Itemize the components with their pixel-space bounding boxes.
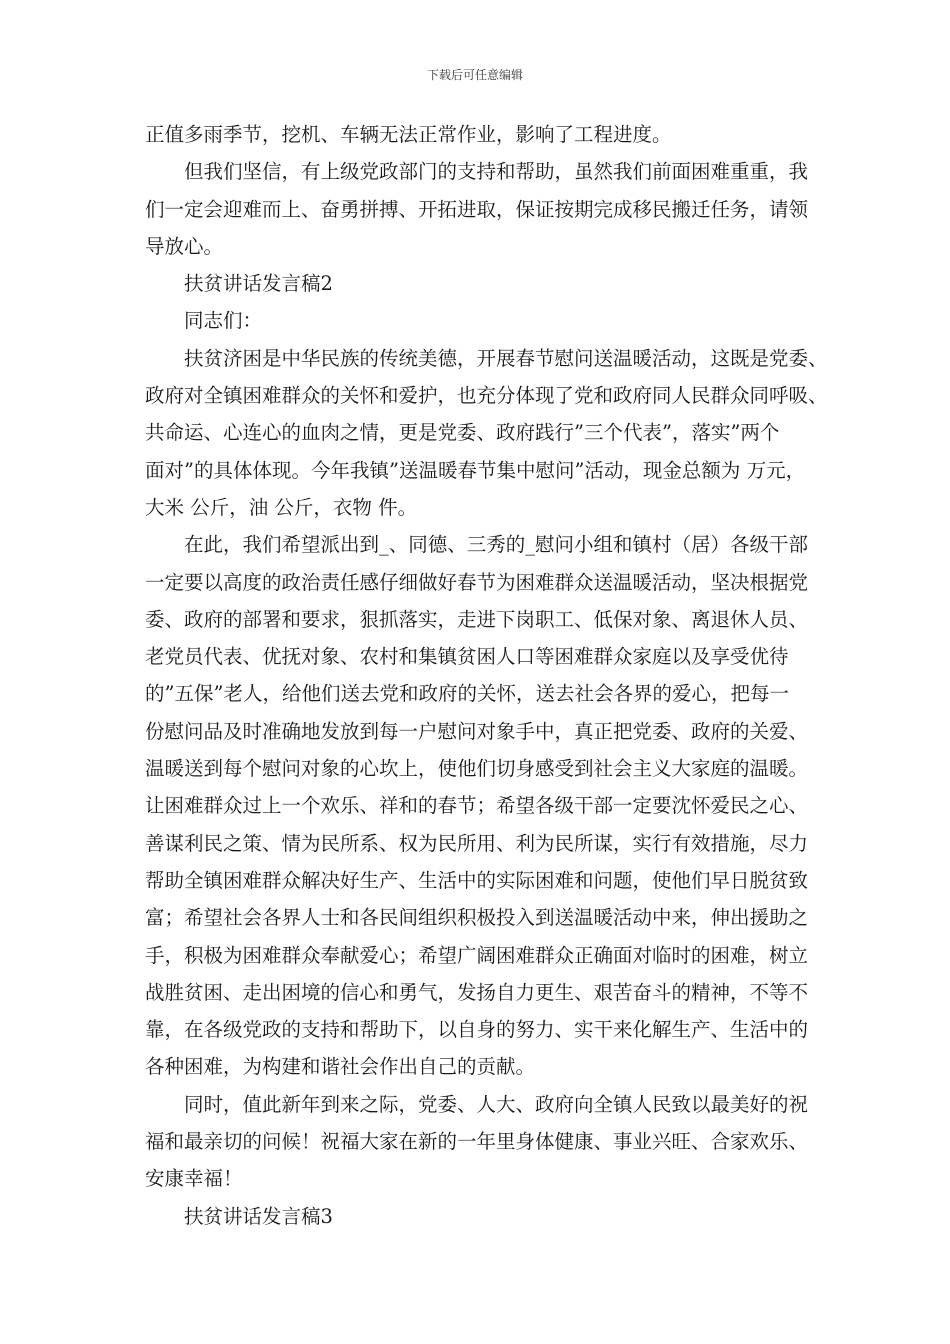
- text-line: 委、政府的部署和要求，狠抓落实，走进下岗职工、低保对象、离退休人员、: [145, 607, 809, 631]
- text-line: 面对”的具体体现。今年我镇”送温暖春节集中慰问”活动，现金总额为 万元，: [145, 458, 806, 482]
- text-line: 富；希望社会各界人士和各民间组织积极投入到送温暖活动中来，伸出援助之: [145, 906, 809, 930]
- document-body: [145, 116, 828, 1235]
- page-header: 下载后可任意编辑: [426, 68, 523, 82]
- text-line: 扶贫讲话发言稿2: [184, 272, 333, 296]
- text-line: 正值多雨季节，挖机、车辆无法正常作业，影响了工程进度。: [145, 123, 672, 146]
- text-line: 善谋利民之策、情为民所系、权为民所用、利为民所谋，实行有效措施，尽力: [145, 831, 809, 855]
- text-line: 大米 公斤，油 公斤，衣物 件。: [145, 495, 418, 519]
- text-line: 扶贫济困是中华民族的传统美德，开展春节慰问送温暖活动，这既是党委、: [184, 346, 828, 370]
- text-line: 的”五保”老人，给他们送去党和政府的关怀，送去社会各界的爱心，把每一: [145, 682, 789, 706]
- text-line: 手，积极为困难群众奉献爱心；希望广阔困难群众正确面对临时的困难，树立: [145, 943, 809, 967]
- text-line: 福和最亲切的问候！祝福大家在新的一年里身体健康、事业兴旺、合家欢乐、: [145, 1130, 809, 1154]
- text-line: 导放心。: [145, 234, 224, 258]
- text-line: 老党员代表、优抚对象、农村和集镇贫困人口等困难群众家庭以及享受优待: [145, 645, 789, 669]
- text-line: 份慰问品及时准确地发放到每一户慰问对象手中，真正把党委、政府的关爱、: [145, 719, 809, 743]
- text-line: 让困难群众过上一个欢乐、祥和的春节；希望各级干部一定要沈怀爱民之心、: [145, 794, 809, 818]
- text-line: 们一定会迎难而上、奋勇拼搏、开拓进取，保证按期完成移民搬迁任务，请领: [145, 197, 809, 221]
- text-line: 同时，值此新年到来之际，党委、人大、政府向全镇人民致以最美好的祝: [184, 1092, 809, 1116]
- text-line: 扶贫讲话发言稿3: [184, 1204, 333, 1228]
- text-line: 安康幸福！: [145, 1167, 243, 1191]
- text-line: 帮助全镇困难群众解决好生产、生活中的实际困难和问题，使他们早日脱贫致: [145, 868, 809, 892]
- text-line: 但我们坚信，有上级党政部门的支持和帮助，虽然我们前面困难重重，我: [184, 160, 809, 184]
- text-line: 共命运、心连心的血肉之情，更是党委、政府践行”三个代表”，落实”两个: [145, 421, 780, 445]
- text-line: 战胜贫困、走出困境的信心和勇气，发扬自力更生、艰苦奋斗的精神，不等不: [145, 980, 809, 1004]
- text-line: 政府对全镇困难群众的关怀和爱护，也充分体现了党和政府同人民群众同呼吸、: [145, 384, 828, 408]
- text-line: 一定要以高度的政治责任感仔细做好春节为困难群众送温暖活动，坚决根据党: [145, 570, 809, 594]
- text-line: 同志们：: [184, 309, 263, 333]
- text-line: 各种困难，为构建和谐社会作出自己的贡献。: [145, 1055, 536, 1079]
- text-line: 靠，在各级党政的支持和帮助下，以自身的努力、实干来化解生产、生活中的: [145, 1018, 809, 1042]
- text-line: 在此，我们希望派出到_、同德、三秀的_慰问小组和镇村（居）各级干部: [184, 533, 809, 557]
- text-line: 温暖送到每个慰问对象的心坎上，使他们切身感受到社会主义大家庭的温暖。: [145, 757, 809, 781]
